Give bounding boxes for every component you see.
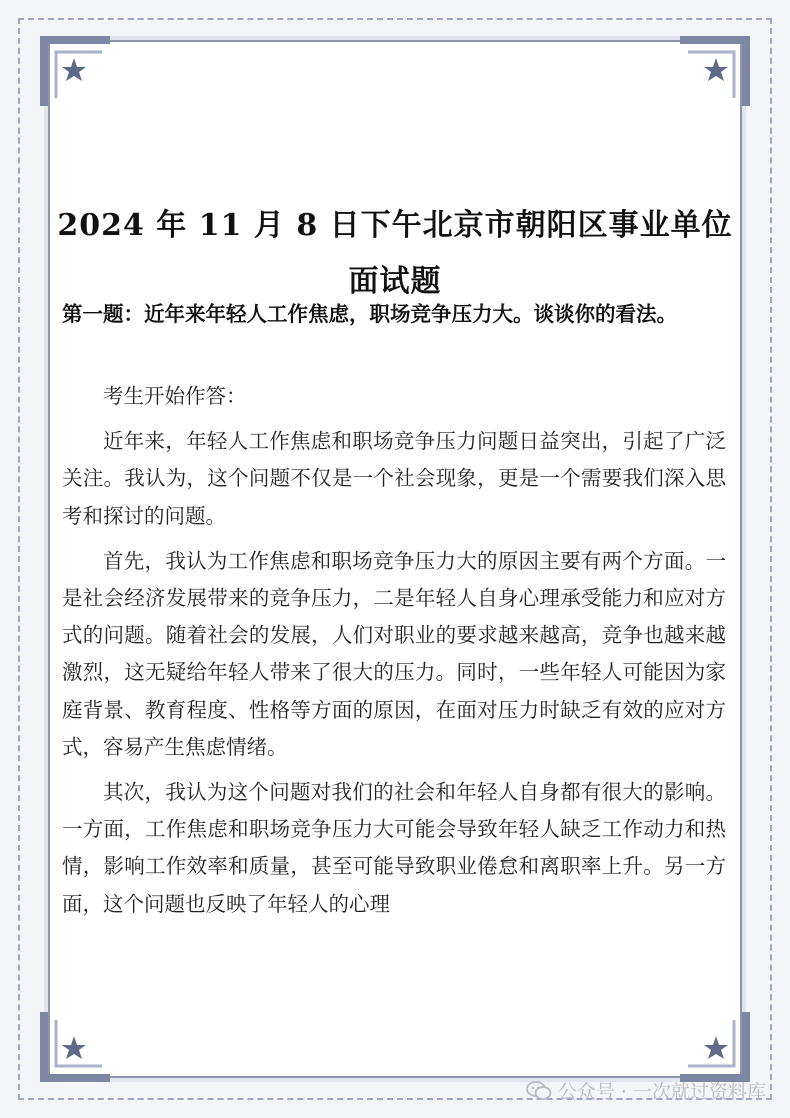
watermark-text: 公众号 · 一次就过资料库	[557, 1081, 766, 1103]
corner-ornament-top-left	[40, 36, 114, 110]
answer-body	[62, 378, 726, 931]
star-icon	[704, 1036, 728, 1059]
paragraph: 考生开始作答：	[103, 384, 247, 408]
star-icon	[704, 58, 728, 81]
page-title: 2024 年 11 月 8 日下午北京市朝阳区事业单位面试题	[57, 208, 733, 300]
corner-ornament-bottom-right	[676, 1008, 750, 1082]
corner-ornament-top-right	[676, 36, 750, 110]
watermark	[526, 1077, 766, 1104]
paragraph: 首先，我认为工作焦虑和职场竞争压力大的原因主要有两个方面。一是社会经济发展带来的竞争压力，二是年轻人自身心理承受能力和应对方式的问题。随着社会的发展，人们对职业的要求越来越高，竞争也越来越激烈，这无疑给年轻人带来了很大的压力。同时，一些年轻人可能因为家庭背景、教育程度、性格等方面的原因，在面对压力时缺乏有效的应对方式，容易产生焦虑情绪。	[62, 548, 726, 759]
question-heading: 第一题：近年来年轻人工作焦虑，职场竞争压力大。谈谈你的看法。	[62, 302, 677, 326]
wechat-icon	[526, 1081, 552, 1101]
corner-ornament-bottom-left	[40, 1008, 114, 1082]
paragraph: 近年来，年轻人工作焦虑和职场竞争压力问题日益突出，引起了广泛关注。我认为，这个问题不仅是一个社会现象，更是一个需要我们深入思考和探讨的问题。	[62, 429, 726, 528]
star-icon	[62, 1036, 86, 1059]
paragraph: 其次，我认为这个问题对我们的社会和年轻人自身都有很大的影响。一方面，工作焦虑和职场竞争压力大可能会导致年轻人缺乏工作动力和热情，影响工作效率和质量，甚至可能导致职业倦怠和离职率上升。另一方面，这个问题也反映了年轻人的心理	[62, 780, 726, 916]
star-icon	[62, 58, 86, 81]
